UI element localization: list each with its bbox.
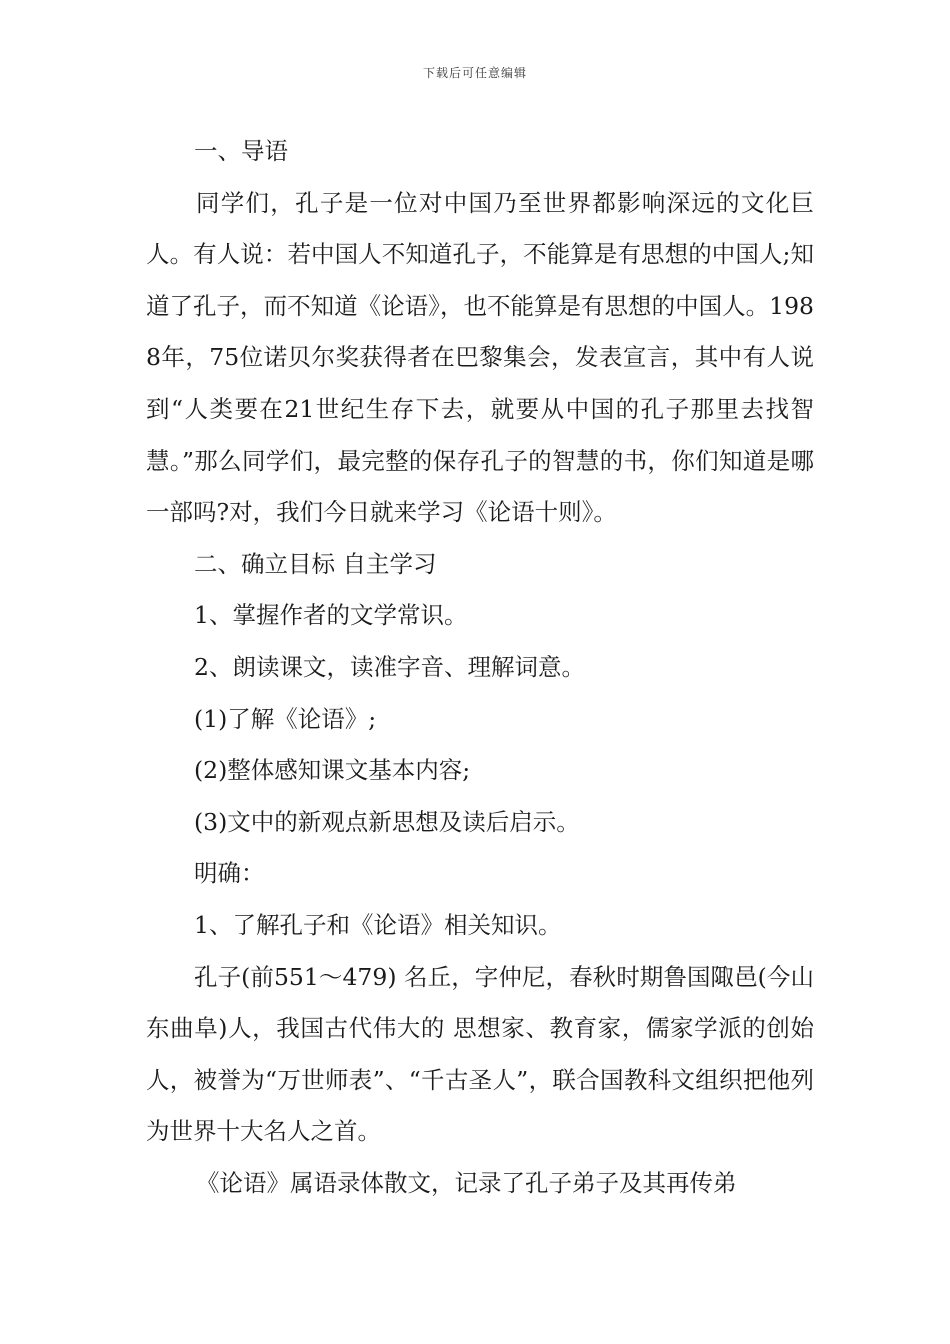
paragraph-analects: 《论语》属语录体散文，记录了孔子弟子及其再传弟 bbox=[196, 1168, 737, 1197]
clarify-item-1: 1、了解孔子和《论语》相关知识。 bbox=[194, 910, 562, 939]
goal-item-2: 2、朗读课文，读准字音、理解词意。 bbox=[194, 652, 585, 681]
paragraph-confucius: 孔子(前551～479) 名丘，字仲尼，春秋时期鲁国陬邑(今山东曲阜)人，我国古代伟大的 思想家、教育家，儒家学派的创始人，被誉为“万世师表”、“千古圣人”，联合国教科文组织把他列为世界十大名人之首。 bbox=[146, 962, 814, 1146]
goal-item-1: 1、掌握作者的文学常识。 bbox=[194, 601, 468, 630]
section-heading-goals: 二、确立目标 自主学习 bbox=[194, 549, 437, 578]
paragraph-intro: 同学们，孔子是一位对中国乃至世界都影响深远的文化巨人。有人说：若中国人不知道孔子，不能算是有思想的中国人;知道了孔子，而不知道《论语》，也不能算是有思想的中国人。198 8年，75位诺贝尔奖获得者在巴黎集会，发表宣言，其中有人说到“人类要在21世纪生存下去，就要从中国的孔子那里去找智慧。”那么同学们，最完整的保存孔子的智慧的书，你们知道是哪一部吗?对，我们今日就来学习《论语十则》。 bbox=[146, 188, 814, 527]
clarify-label: 明确： bbox=[194, 859, 265, 888]
goal-subitem-1: (1)了解《论语》; bbox=[194, 704, 377, 733]
goal-subitem-3: (3)文中的新观点新思想及读后启示。 bbox=[194, 807, 580, 836]
header-note: 下载后可任意编辑 bbox=[422, 66, 527, 80]
document-body bbox=[146, 126, 814, 1209]
section-heading-intro: 一、导语 bbox=[194, 137, 288, 165]
goal-subitem-2: (2)整体感知课文基本内容; bbox=[194, 756, 471, 785]
